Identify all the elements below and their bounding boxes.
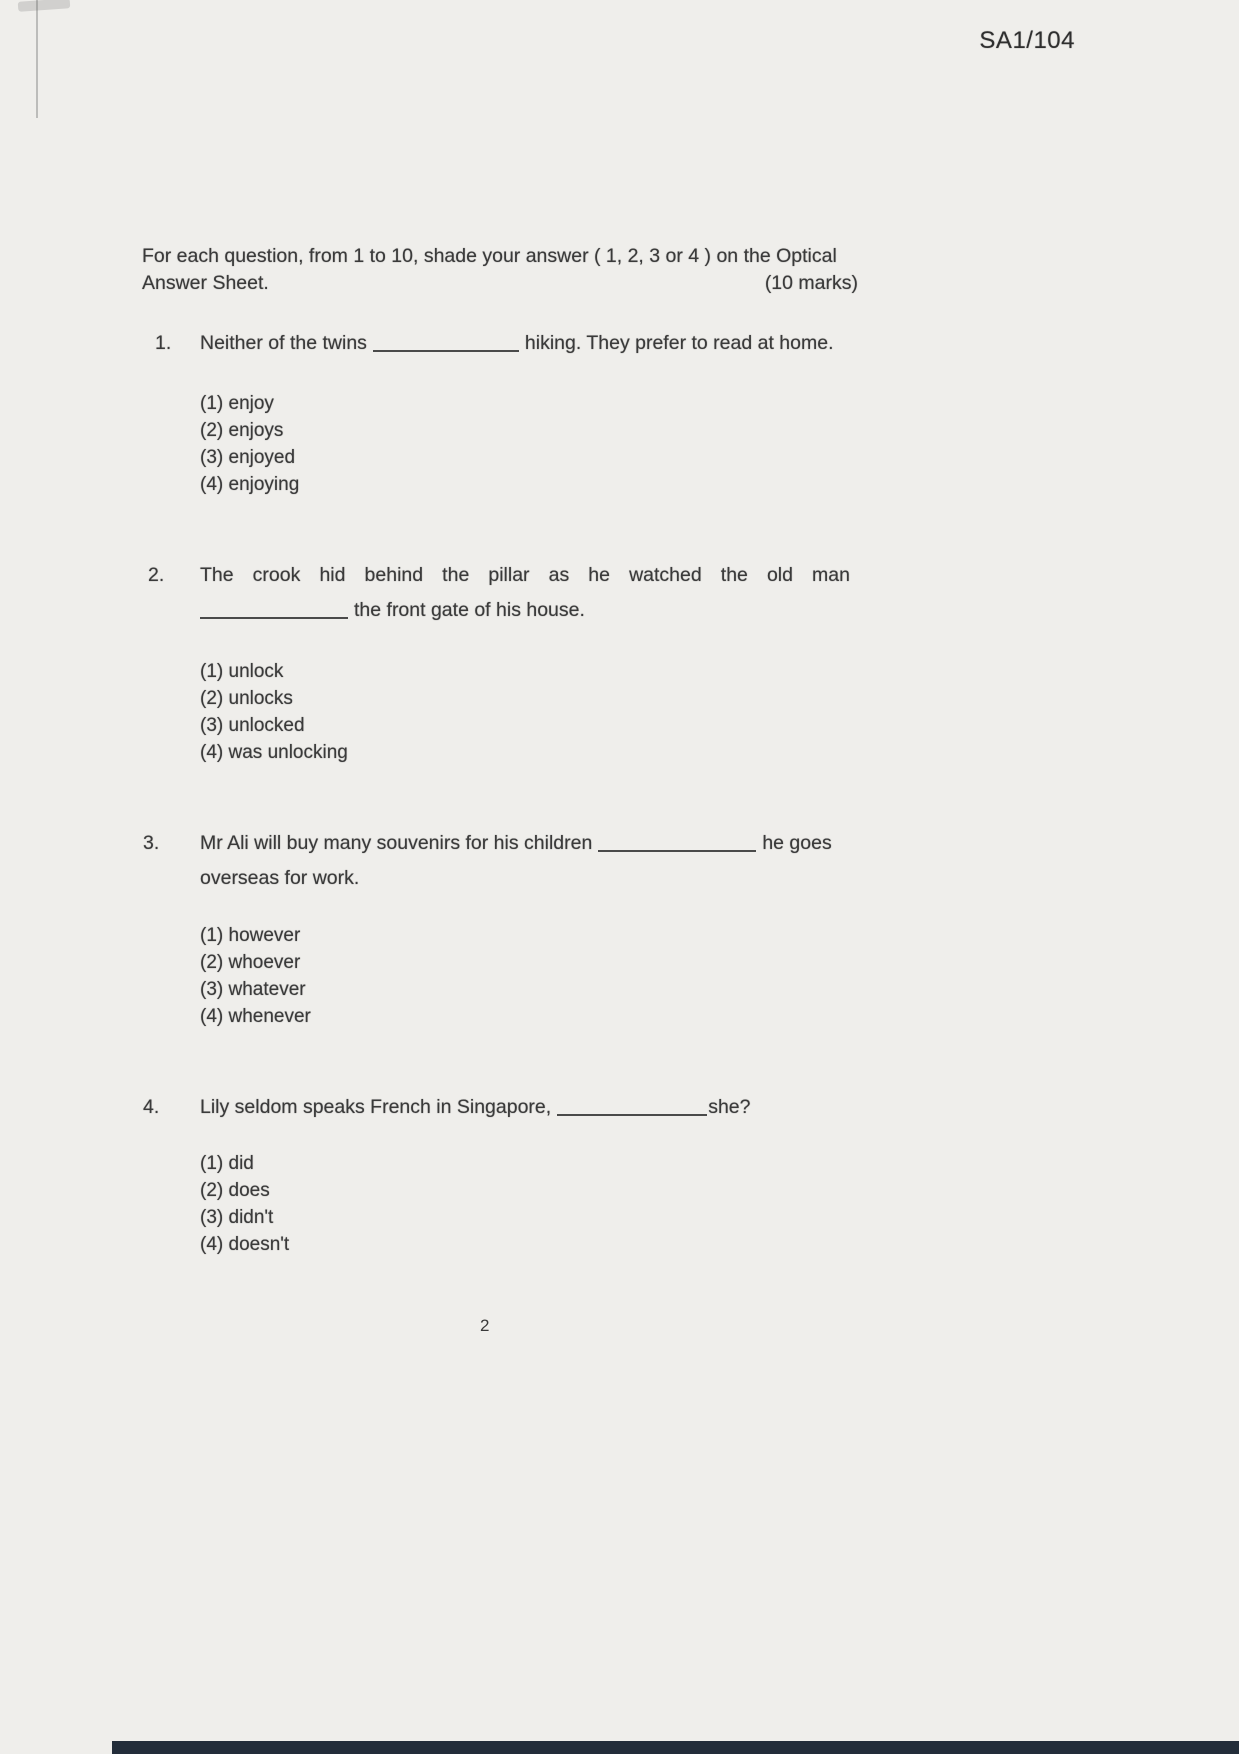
question-2 (135, 562, 863, 766)
question-text-pre: Lily seldom speaks French in Singapore, (200, 1096, 552, 1118)
instructions-line2: Answer Sheet. (142, 272, 269, 294)
question-text-line1 (200, 830, 863, 857)
option-item: (2) unlocks (200, 688, 293, 709)
option-item: (4) was unlocking (200, 742, 348, 763)
option-item: (4) doesn't (200, 1234, 290, 1255)
question-text (200, 330, 863, 357)
question-4 (135, 1094, 863, 1258)
question-text-pre: Neither of the twins (200, 332, 367, 354)
instructions (142, 243, 858, 297)
question-text-pre: Mr Ali will buy many souvenirs for his children (200, 832, 593, 854)
option-item: (3) unlocked (200, 715, 305, 736)
question-3 (135, 830, 863, 1030)
option-item: (1) however (200, 925, 301, 946)
question-text-post: she? (708, 1096, 751, 1118)
option-item: (3) whatever (200, 979, 306, 1000)
option-item: (3) enjoyed (200, 447, 296, 468)
paper-code: SA1/104 (979, 27, 1075, 54)
answer-blank-line (557, 1100, 707, 1116)
option-item: (2) whoever (200, 952, 301, 973)
answer-blank-line (373, 336, 519, 352)
option-item: (4) whenever (200, 1006, 311, 1027)
option-item: (1) enjoy (200, 393, 274, 414)
instructions-line1: For each question, from 1 to 10, shade your answer ( 1, 2, 3 or 4 ) on the Optical (142, 245, 837, 267)
options-list (200, 1150, 863, 1258)
question-text-line2 (200, 597, 863, 624)
options-list (200, 658, 863, 766)
option-item: (2) does (200, 1180, 270, 1201)
option-item: (2) enjoys (200, 420, 284, 441)
question-number: 2. (148, 564, 165, 586)
marks-label: (10 marks) (764, 272, 858, 294)
question-1 (135, 330, 863, 498)
options-list (200, 922, 863, 1030)
answer-blank-line (598, 836, 756, 852)
question-number: 1. (155, 332, 172, 354)
page-number: 2 (480, 1316, 490, 1335)
option-item: (1) did (200, 1153, 254, 1174)
scan-edge-line (36, 0, 38, 118)
option-item: (4) enjoying (200, 474, 300, 495)
question-text-post: the front gate of his house. (354, 599, 585, 621)
question-text-line2: overseas for work. (200, 867, 360, 889)
question-text-line1: The crook hid behind the pillar as he watched the old man (200, 564, 850, 586)
question-text (200, 1094, 863, 1121)
question-number: 4. (143, 1096, 160, 1118)
question-text-post: hiking. They prefer to read at home. (524, 332, 834, 354)
scan-bottom-bar (112, 1741, 1239, 1754)
answer-blank-line (200, 603, 348, 619)
option-item: (3) didn't (200, 1207, 274, 1228)
options-list (200, 390, 863, 498)
scan-artifact-smudge (18, 0, 71, 12)
question-text-post: he goes (762, 832, 832, 854)
option-item: (1) unlock (200, 661, 284, 682)
question-number: 3. (143, 832, 160, 854)
